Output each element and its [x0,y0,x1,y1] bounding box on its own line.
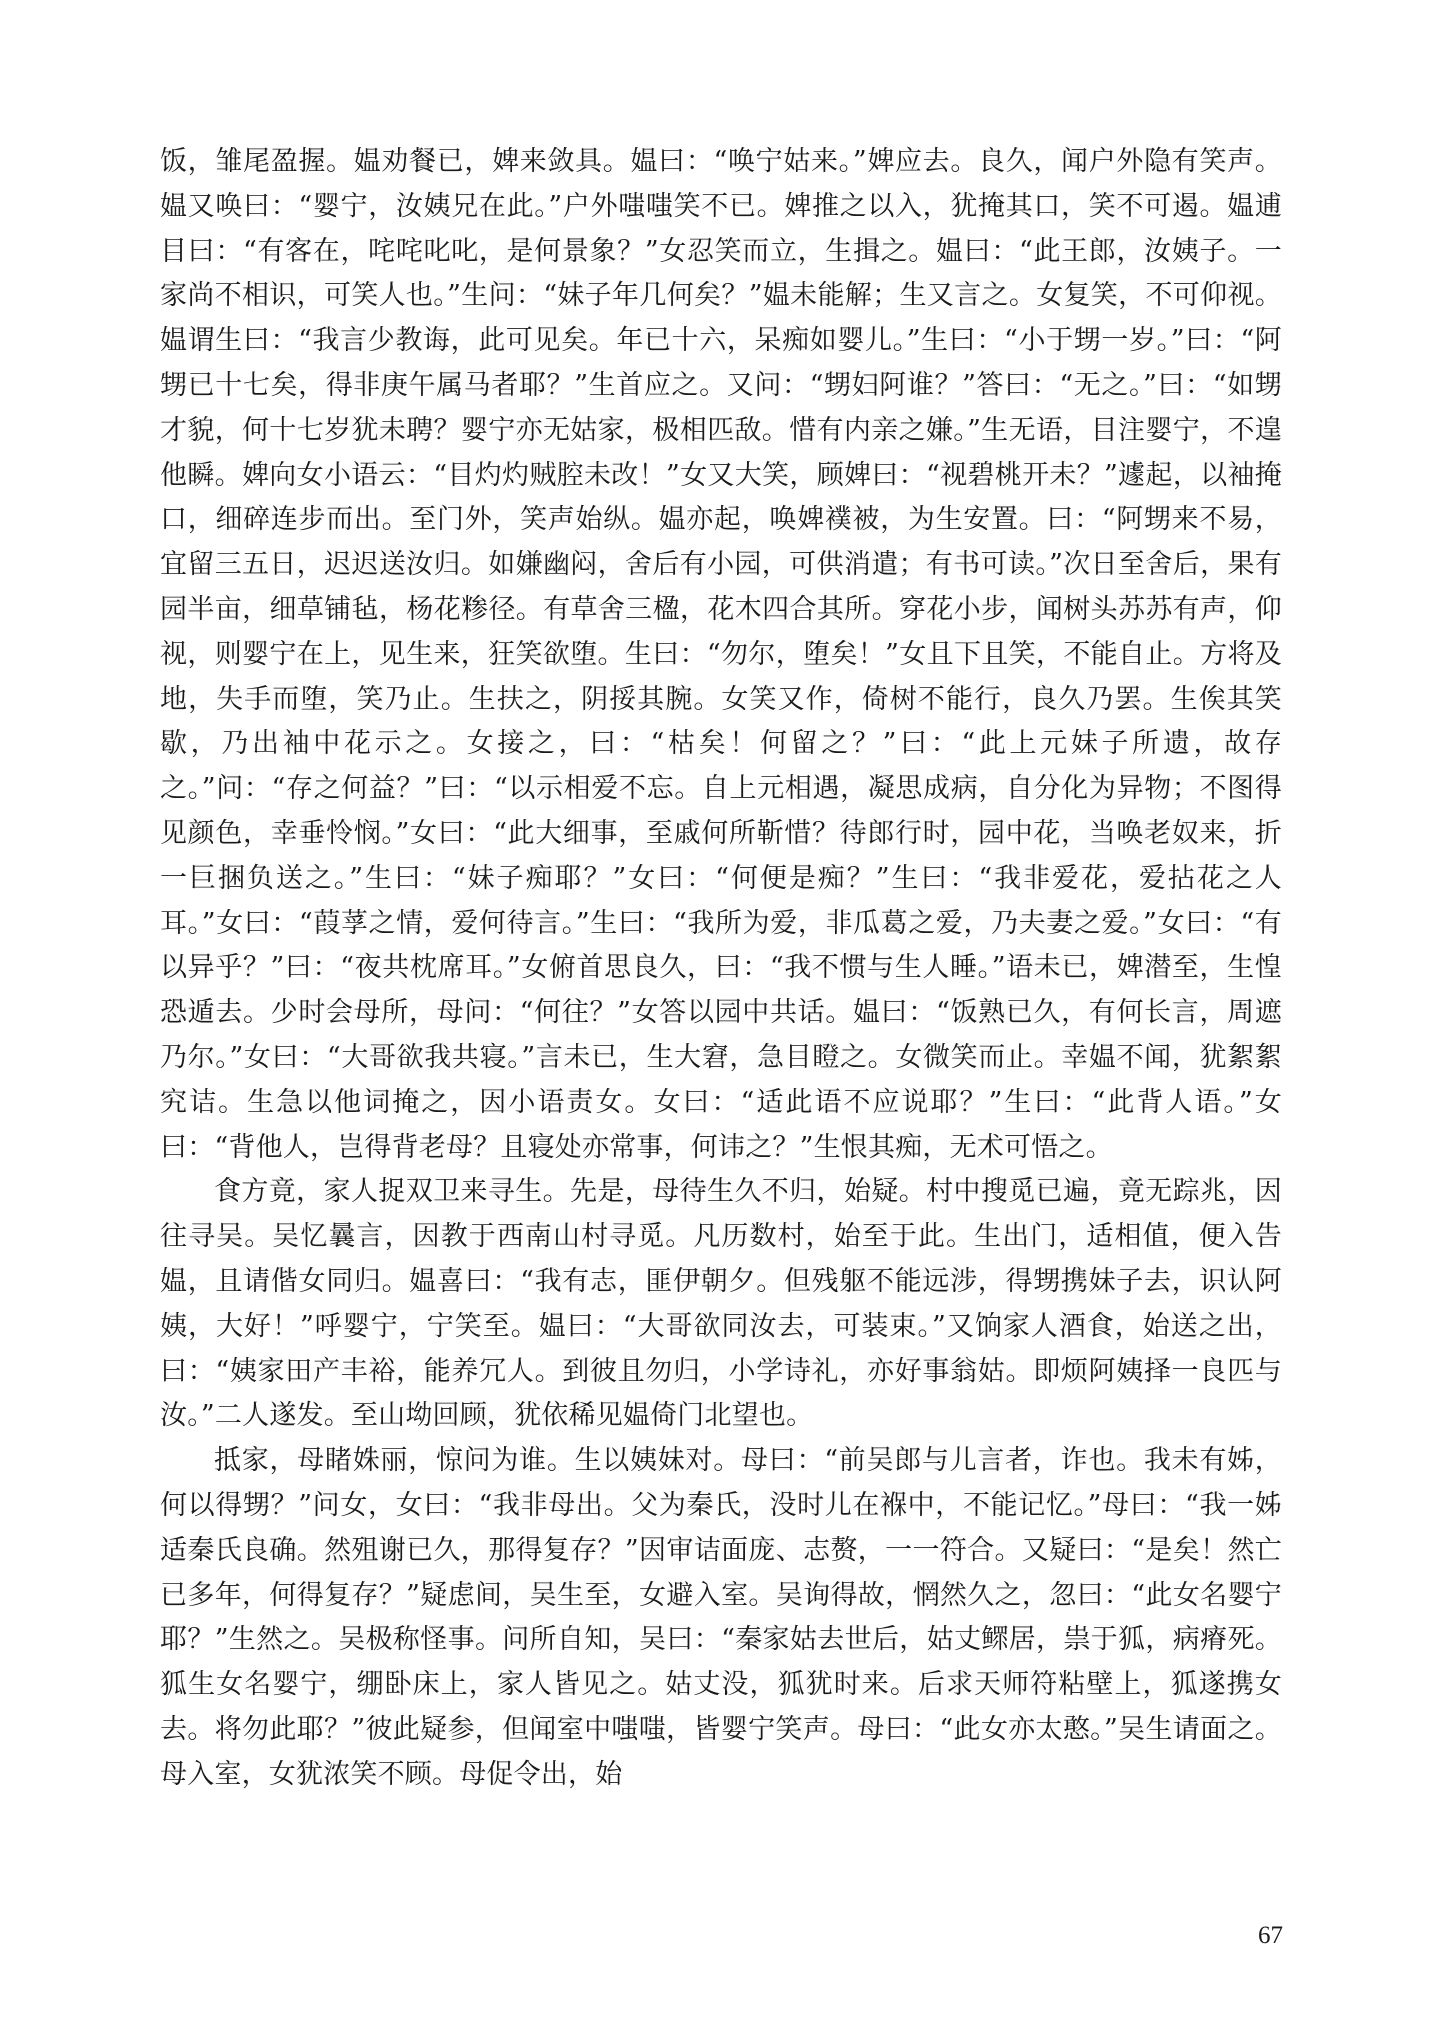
paragraph-1: 饭，雏尾盈握。媪劝餐已，婢来敛具。媪曰：“唤宁姑来。”婢应去。良久，闻户外隐有笑声。媪又唤曰：“婴宁，汝姨兄在此。”户外嗤嗤笑不已。婢推之以入，犹掩其口，笑不可遏。媪逋目曰：“有客在，咤咤叱叱，是何景象？”女忍笑而立，生揖之。媪曰：“此王郎，汝姨子。一家尚不相识，可笑人也。”生问：“妹子年几何矣？”媪未能解；生又言之。女复笑，不可仰视。媪谓生曰：“我言少教诲，此可见矣。年已十六，呆痴如婴儿。”生曰：“小于甥一岁。”曰：“阿甥已十七矣，得非庚午属马者耶？”生首应之。又问：“甥妇阿谁？”答曰：“无之。”曰：“如甥才貌，何十七岁犹未聘？婴宁亦无姑家，极相匹敌。惜有内亲之嫌。”生无语，目注婴宁，不遑他瞬。婢向女小语云：“目灼灼贼腔未改！”女又大笑，顾婢曰：“视碧桃开未？”遽起，以袖掩口，细碎连步而出。至门外，笑声始纵。媪亦起，唤婢襆被，为生安置。曰：“阿甥来不易，宜留三五日，迟迟送汝归。如嫌幽闷，舍后有小园，可供消遣；有书可读。”次日至舍后，果有园半亩，细草铺毡，杨花糁径。有草舍三楹，花木四合其所。穿花小步，闻树头苏苏有声，仰视，则婴宁在上，见生来，狂笑欲堕。生曰：“勿尔，堕矣！”女且下且笑，不能自止。方将及地，失手而堕，笑乃止。生扶之，阴挼其腕。女笑又作，倚树不能行，良久乃罢。生俟其笑歇，乃出袖中花示之。女接之，曰：“枯矣！何留之？”曰：“此上元妹子所遗，故存之。”问：“存之何益？”曰：“以示相爱不忘。自上元相遇，凝思成病，自分化为异物；不图得见颜色，幸垂怜悯。”女曰：“此大细事，至戚何所靳惜？待郎行时，园中花，当唤老奴来，折一巨捆负送之。”生曰：“妹子痴耶？”女曰：“何便是痴？”生曰：“我非爱花，爱拈花之人耳。”女曰：“葭莩之情，爱何待言。”生曰：“我所为爱，非瓜葛之爱，乃夫妻之爱。”女曰：“有以异乎？”曰：“夜共枕席耳。”女俯首思良久，曰：“我不惯与生人睡。”语未已，婢潜至，生惶恐遁去。少时会母所，母问：“何往？”女答以园中共话。媪曰：“饭熟已久，有何长言，周遮乃尔。”女曰：“大哥欲我共寝。”言未已，生大窘，急目瞪之。女微笑而止。幸媪不闻，犹絮絮究诘。生急以他词掩之，因小语责女。女曰：“适此语不应说耶？”生曰：“此背人语。”女曰：“背他人，岂得背老母？且寝处亦常事，何讳之？”生恨其痴，无术可悟之。 [160,146,1282,1163]
paragraph-2: 食方竟，家人捉双卫来寻生。先是，母待生久不归，始疑。村中搜觅已遍，竟无踪兆，因往寻吴。吴忆曩言，因教于西南山村寻觅。凡历数村，始至于此。生出门，适相值，便入告媪，且请偕女同归。媪喜曰：“我有志，匪伊朝夕。但残躯不能远涉，得甥携妹子去，识认阿姨，大好！”呼婴宁，宁笑至。媪曰：“大哥欲同汝去，可装束。”又饷家人酒食，始送之出，曰：“姨家田产丰裕，能养冗人。到彼且勿归，小学诗礼，亦好事翁姑。即烦阿姨择一良匹与汝。”二人遂发。至山坳回顾，犹依稀见媪倚门北望也。 [160,1176,1282,1432]
paragraph-3: 抵家，母睹姝丽，惊问为谁。生以姨妹对。母曰：“前吴郎与儿言者，诈也。我未有姊，何以得甥？”问女，女曰：“我非母出。父为秦氏，没时儿在褓中，不能记忆。”母曰：“我一姊适秦氏良确。然殂谢已久，那得复存？”因审诘面庞、志赘，一一符合。又疑曰：“是矣！然亡已多年，何得复存？”疑虑间，吴生至，女避入室。吴询得故，惘然久之，忽曰：“此女名婴宁耶？”生然之。吴极称怪事。问所自知，吴曰：“秦家姑去世后，姑丈鳏居，祟于狐，病瘠死。狐生女名婴宁，绷卧床上，家人皆见之。姑丈没，狐犹时来。后求天师符粘壁上，狐遂携女去。将勿此耶？”彼此疑参，但闻室中嗤嗤，皆婴宁笑声。母曰：“此女亦太憨。”吴生请面之。母入室，女犹浓笑不顾。母促令出，始 [160,1445,1282,1790]
text-body [160,140,1282,1797]
page-number: 67 [1258,1922,1283,1949]
